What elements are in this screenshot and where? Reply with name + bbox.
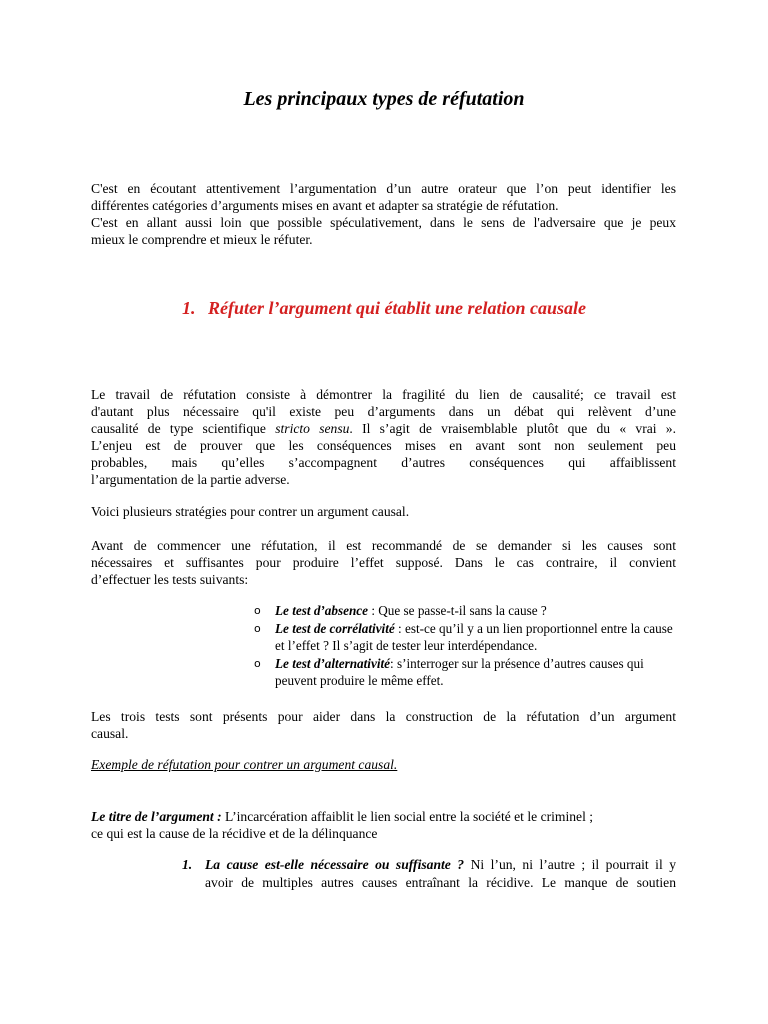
- paragraph-text: . Il s’agit de vraisemblable plutôt que du « vrai ».: [349, 421, 676, 436]
- test-text: : s’interroger sur la présence d’autres causes qui peuvent produire le même effet.: [275, 655, 644, 688]
- list-item: [250, 655, 678, 690]
- example-heading: Exemple de réfutation pour contrer un argument causal.: [91, 757, 398, 772]
- document-title: Les principaux types de réfutation: [243, 88, 525, 110]
- intro-line: C'est en écoutant attentivement l’argumentation d’un autre orateur que l’on peut identifier les: [91, 181, 676, 196]
- paragraph-line: [91, 808, 676, 825]
- bullet-marker: o: [254, 604, 261, 617]
- tests-summary-paragraph: [91, 708, 676, 742]
- section-heading: [182, 298, 586, 319]
- bullet-marker: o: [254, 656, 261, 670]
- paragraph-line: probables, mais qu’elles s’accompagnent d’autres conséquences qui affaiblissent: [91, 455, 676, 470]
- paragraph-line: ce qui est la cause de la récidive et de la délinquance: [91, 826, 378, 841]
- argument-title-label: Le titre de l’argument :: [91, 809, 222, 824]
- paragraph-line: Les trois tests sont présents pour aider dans la construction de la réfutation d’un argument: [91, 709, 676, 724]
- paragraph-line: Avant de commencer une réfutation, il est recommandé de se demander si les causes sont: [91, 538, 676, 553]
- question-line: [205, 856, 676, 874]
- section-heading-text: Réfuter l’argument qui établit une relation causale: [208, 298, 587, 318]
- intro-line: mieux le comprendre et mieux le réfuter.: [91, 232, 313, 247]
- question-label: La cause est-elle nécessaire ou suffisante ?: [205, 857, 465, 872]
- question-line: avoir de multiples autres causes entraînant la récidive. Le manque de soutien: [205, 874, 676, 890]
- tests-intro-paragraph: [91, 537, 676, 588]
- question-text: Ni l’un, ni l’autre ; il pourrait il y: [464, 857, 677, 872]
- paragraph-line: Le travail de réfutation consiste à démontrer la fragilité du lien de causalité; ce travail est: [91, 387, 676, 402]
- paragraph-line: L’enjeu est de prouver que les conséquences mises en avant sont non seulement peu: [91, 438, 676, 453]
- list-item: [250, 620, 678, 655]
- bullet-marker: o: [254, 621, 261, 635]
- tests-list: [250, 602, 678, 690]
- paragraph-line: causal.: [91, 726, 129, 741]
- intro-line: différentes catégories d’arguments mises en avant et adapter sa stratégie de réfutation.: [91, 198, 559, 213]
- paragraph-line: [91, 420, 676, 437]
- argument-title-text: L’incarcération affaiblit le lien social entre la société et le criminel ;: [221, 809, 594, 824]
- intro-line: C'est en allant aussi loin que possible spéculativement, dans le sens de l'adversaire que je peux: [91, 215, 676, 230]
- paragraph-line: nécessaires et suffisantes pour produire l’effet supposé. Dans le cas contraire, il convient: [91, 555, 676, 570]
- intro-paragraph: [91, 180, 676, 248]
- causal-paragraph: [91, 386, 676, 488]
- argument-title-paragraph: [91, 808, 676, 842]
- italic-term: stricto sensu: [275, 421, 350, 436]
- paragraph-line: d'autant plus nécessaire qu'il existe peu d’arguments dans un débat qui relèvent d’une: [91, 404, 676, 419]
- paragraph-line: l’argumentation de la partie adverse.: [91, 472, 290, 487]
- test-label: Le test de corrélativité: [275, 620, 395, 636]
- section-number: 1.: [182, 298, 196, 318]
- paragraph-text: causalité de type scientifique: [91, 421, 276, 436]
- test-text: : est-ce qu’il y a un lien proportionnel entre la cause et l’effet ? Il s’agit de tester leur interdépendance.: [275, 620, 673, 653]
- question-number: 1.: [182, 857, 193, 872]
- list-item: [250, 602, 678, 620]
- strategies-paragraph: Voici plusieurs stratégies pour contrer un argument causal.: [91, 504, 410, 519]
- question-body: [205, 856, 676, 891]
- paragraph-line: d’effectuer les tests suivants:: [91, 572, 249, 587]
- test-label: Le test d’absence: [275, 603, 369, 618]
- test-text: : Que se passe-t-il sans la cause ?: [368, 603, 547, 618]
- question-item: [182, 856, 676, 891]
- test-label: Le test d’alternativité: [275, 655, 390, 671]
